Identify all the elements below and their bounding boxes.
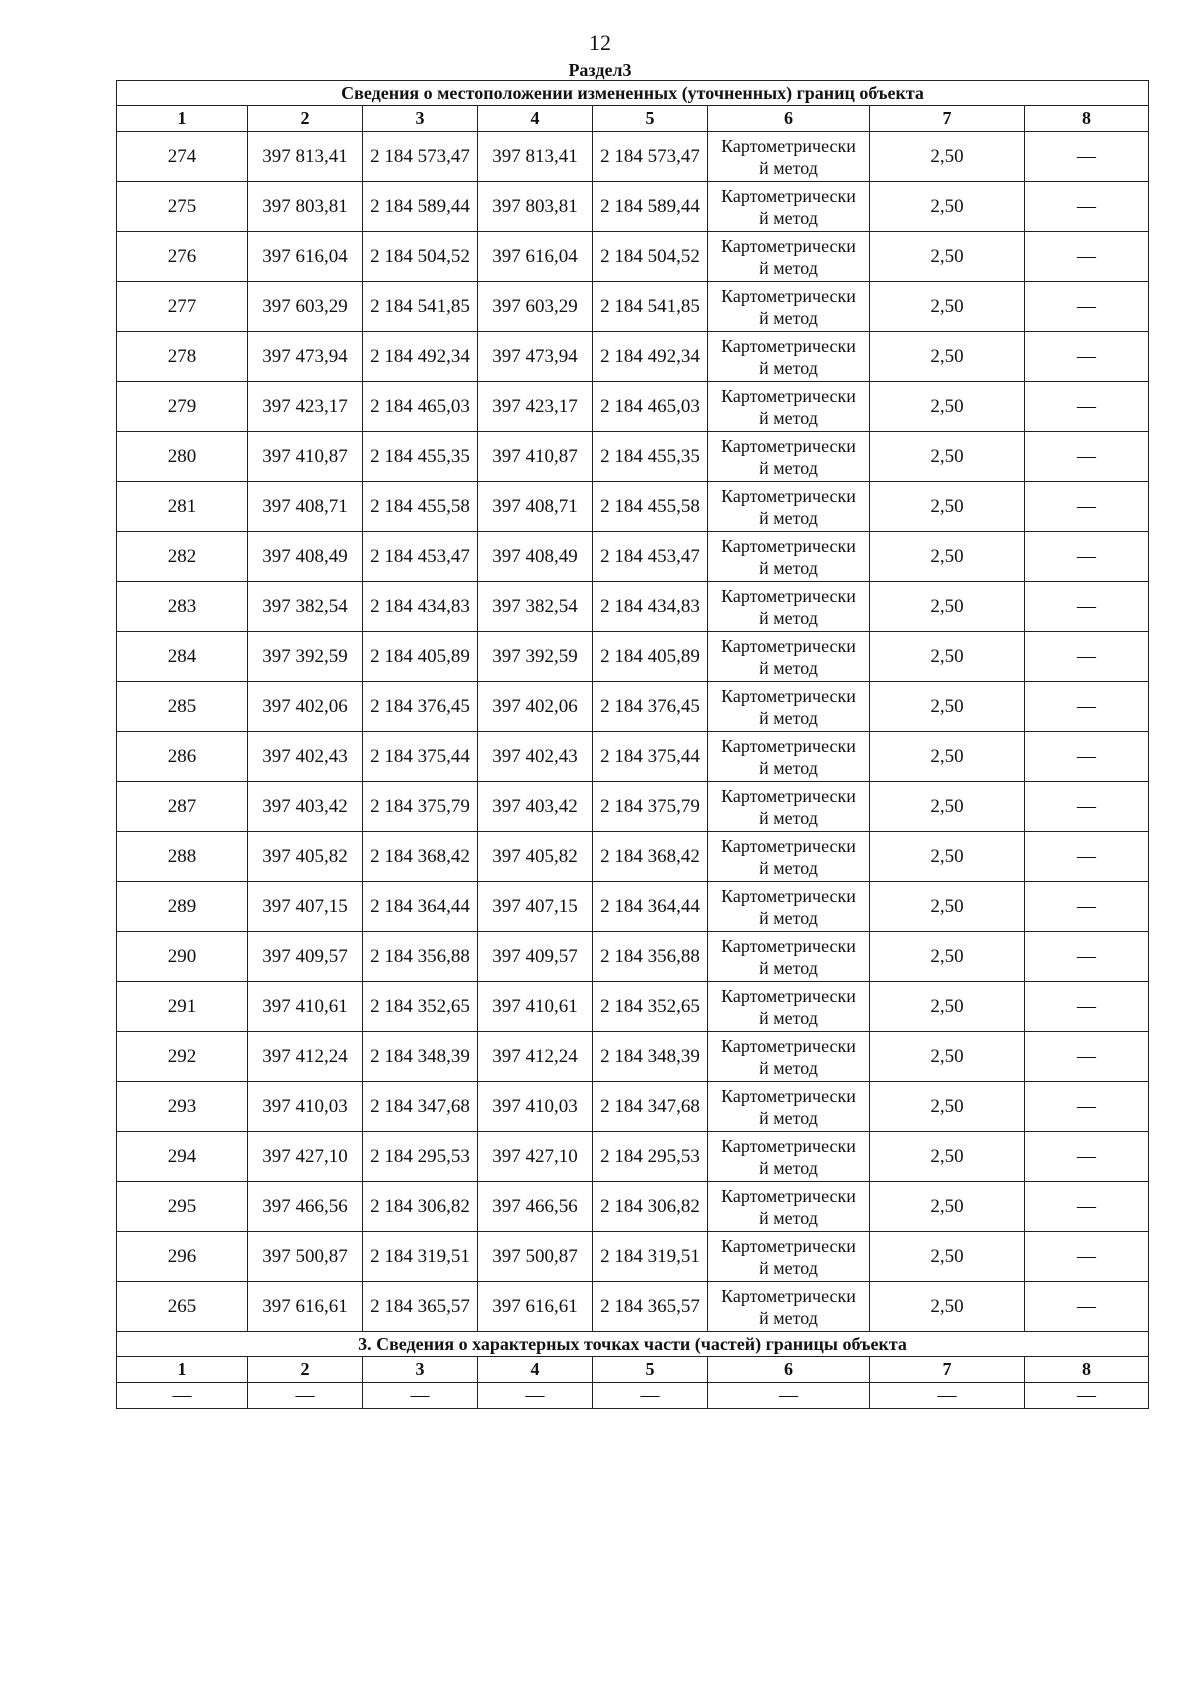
- x-old-cell: 397 813,41: [248, 132, 363, 182]
- point-number-cell: 285: [117, 682, 248, 732]
- method-line-1: Картометрически: [721, 485, 856, 506]
- method-line-2: й метод: [759, 907, 818, 928]
- note-cell: —: [1025, 382, 1149, 432]
- point-number-cell: 289: [117, 882, 248, 932]
- accuracy-cell: 2,50: [870, 232, 1025, 282]
- x-new-cell: 397 392,59: [478, 632, 593, 682]
- y-new-cell: 2 184 504,52: [593, 232, 708, 282]
- note-cell: —: [1025, 1282, 1149, 1332]
- x-new-cell: 397 408,49: [478, 532, 593, 582]
- accuracy-cell: 2,50: [870, 1282, 1025, 1332]
- x-new-cell: 397 402,43: [478, 732, 593, 782]
- accuracy-cell: 2,50: [870, 482, 1025, 532]
- method-line-1: Картометрически: [721, 685, 856, 706]
- y-new-cell: 2 184 356,88: [593, 932, 708, 982]
- accuracy-cell: 2,50: [870, 582, 1025, 632]
- method-cell: [708, 532, 870, 582]
- method-cell: [708, 1232, 870, 1282]
- x-old-cell: 397 403,42: [248, 782, 363, 832]
- x-new-cell: 397 616,61: [478, 1282, 593, 1332]
- x-old-cell: 397 409,57: [248, 932, 363, 982]
- method-line-2: й метод: [759, 257, 818, 278]
- method-cell: [708, 832, 870, 882]
- method-cell: [708, 1032, 870, 1082]
- y-new-cell: 2 184 453,47: [593, 532, 708, 582]
- method-line-1: Картометрически: [721, 335, 856, 356]
- accuracy-cell: 2,50: [870, 1032, 1025, 1082]
- method-line-2: й метод: [759, 807, 818, 828]
- table-row: [117, 482, 1149, 532]
- empty-cell: —: [478, 1383, 593, 1409]
- method-cell: [708, 882, 870, 932]
- method-line-1: Картометрически: [721, 985, 856, 1006]
- table-row: [117, 682, 1149, 732]
- table-row: [117, 132, 1149, 182]
- y-old-cell: 2 184 295,53: [363, 1132, 478, 1182]
- method-line-2: й метод: [759, 157, 818, 178]
- empty-cell: —: [708, 1383, 870, 1409]
- parts-caption-row: [117, 1332, 1149, 1357]
- method-cell: [708, 332, 870, 382]
- y-new-cell: 2 184 376,45: [593, 682, 708, 732]
- point-number-cell: 276: [117, 232, 248, 282]
- accuracy-cell: 2,50: [870, 382, 1025, 432]
- empty-cell: —: [870, 1383, 1025, 1409]
- y-new-cell: 2 184 295,53: [593, 1132, 708, 1182]
- y-new-cell: 2 184 434,83: [593, 582, 708, 632]
- x-old-cell: 397 466,56: [248, 1182, 363, 1232]
- y-old-cell: 2 184 375,79: [363, 782, 478, 832]
- method-line-1: Картометрически: [721, 185, 856, 206]
- accuracy-cell: 2,50: [870, 332, 1025, 382]
- table-row: [117, 782, 1149, 832]
- method-cell: [708, 1132, 870, 1182]
- method-line-2: й метод: [759, 957, 818, 978]
- table-row: [117, 732, 1149, 782]
- x-new-cell: 397 407,15: [478, 882, 593, 932]
- y-new-cell: 2 184 405,89: [593, 632, 708, 682]
- method-cell: [708, 682, 870, 732]
- point-number-cell: 291: [117, 982, 248, 1032]
- x-new-cell: 397 412,24: [478, 1032, 593, 1082]
- method-line-2: й метод: [759, 757, 818, 778]
- x-new-cell: 397 382,54: [478, 582, 593, 632]
- method-cell: [708, 982, 870, 1032]
- y-new-cell: 2 184 347,68: [593, 1082, 708, 1132]
- y-old-cell: 2 184 368,42: [363, 832, 478, 882]
- point-number-cell: 279: [117, 382, 248, 432]
- y-old-cell: 2 184 504,52: [363, 232, 478, 282]
- empty-cell: —: [117, 1383, 248, 1409]
- method-line-2: й метод: [759, 1307, 818, 1328]
- point-number-cell: 274: [117, 132, 248, 182]
- x-new-cell: 397 409,57: [478, 932, 593, 982]
- point-number-cell: 275: [117, 182, 248, 232]
- table-row: [117, 982, 1149, 1032]
- method-cell: [708, 1082, 870, 1132]
- y-old-cell: 2 184 375,44: [363, 732, 478, 782]
- x-new-cell: 397 423,17: [478, 382, 593, 432]
- x-new-cell: 397 403,42: [478, 782, 593, 832]
- point-number-cell: 288: [117, 832, 248, 882]
- x-old-cell: 397 408,49: [248, 532, 363, 582]
- table-row: [117, 1032, 1149, 1082]
- method-line-1: Картометрически: [721, 535, 856, 556]
- accuracy-cell: 2,50: [870, 832, 1025, 882]
- table-row: [117, 882, 1149, 932]
- column-number: 7: [870, 1357, 1025, 1383]
- method-cell: [708, 432, 870, 482]
- empty-cell: —: [593, 1383, 708, 1409]
- method-line-1: Картометрически: [721, 785, 856, 806]
- note-cell: —: [1025, 232, 1149, 282]
- point-number-cell: 286: [117, 732, 248, 782]
- note-cell: —: [1025, 182, 1149, 232]
- y-old-cell: 2 184 573,47: [363, 132, 478, 182]
- x-old-cell: 397 410,03: [248, 1082, 363, 1132]
- column-number: 1: [117, 1357, 248, 1383]
- method-line-1: Картометрически: [721, 435, 856, 456]
- table-row: [117, 532, 1149, 582]
- accuracy-cell: 2,50: [870, 932, 1025, 982]
- page-number: 12: [589, 30, 611, 55]
- x-old-cell: 397 407,15: [248, 882, 363, 932]
- x-old-cell: 397 410,87: [248, 432, 363, 482]
- table-caption: Сведения о местоположении измененных (уточненных) границ объекта: [117, 81, 1149, 106]
- method-line-1: Картометрически: [721, 585, 856, 606]
- table-row: [117, 1182, 1149, 1232]
- method-line-1: Картометрически: [721, 1035, 856, 1056]
- y-old-cell: 2 184 364,44: [363, 882, 478, 932]
- point-number-cell: 284: [117, 632, 248, 682]
- note-cell: —: [1025, 532, 1149, 582]
- x-new-cell: 397 405,82: [478, 832, 593, 882]
- note-cell: —: [1025, 632, 1149, 682]
- note-cell: —: [1025, 832, 1149, 882]
- table-row: [117, 632, 1149, 682]
- method-cell: [708, 782, 870, 832]
- accuracy-cell: 2,50: [870, 532, 1025, 582]
- column-number: 8: [1025, 1357, 1149, 1383]
- accuracy-cell: 2,50: [870, 732, 1025, 782]
- x-old-cell: 397 392,59: [248, 632, 363, 682]
- table-row: [117, 382, 1149, 432]
- note-cell: —: [1025, 582, 1149, 632]
- note-cell: —: [1025, 1232, 1149, 1282]
- y-new-cell: 2 184 375,44: [593, 732, 708, 782]
- x-old-cell: 397 473,94: [248, 332, 363, 382]
- x-new-cell: 397 402,06: [478, 682, 593, 732]
- table-row: [117, 932, 1149, 982]
- table-row: [117, 332, 1149, 382]
- note-cell: —: [1025, 982, 1149, 1032]
- note-cell: —: [1025, 932, 1149, 982]
- accuracy-cell: 2,50: [870, 282, 1025, 332]
- column-number: 1: [117, 106, 248, 132]
- table-row: [117, 1132, 1149, 1182]
- method-line-2: й метод: [759, 657, 818, 678]
- method-line-2: й метод: [759, 857, 818, 878]
- table-row: [117, 832, 1149, 882]
- column-number: 4: [478, 106, 593, 132]
- y-old-cell: 2 184 589,44: [363, 182, 478, 232]
- y-new-cell: 2 184 375,79: [593, 782, 708, 832]
- column-number: 2: [248, 1357, 363, 1383]
- x-old-cell: 397 803,81: [248, 182, 363, 232]
- method-line-1: Картометрически: [721, 1235, 856, 1256]
- method-line-1: Картометрически: [721, 235, 856, 256]
- x-new-cell: 397 473,94: [478, 332, 593, 382]
- method-line-2: й метод: [759, 407, 818, 428]
- y-new-cell: 2 184 352,65: [593, 982, 708, 1032]
- y-new-cell: 2 184 589,44: [593, 182, 708, 232]
- x-old-cell: 397 382,54: [248, 582, 363, 632]
- y-old-cell: 2 184 405,89: [363, 632, 478, 682]
- y-new-cell: 2 184 541,85: [593, 282, 708, 332]
- accuracy-cell: 2,50: [870, 1232, 1025, 1282]
- y-old-cell: 2 184 541,85: [363, 282, 478, 332]
- method-cell: [708, 182, 870, 232]
- method-line-2: й метод: [759, 507, 818, 528]
- table-row: [117, 582, 1149, 632]
- x-new-cell: 397 803,81: [478, 182, 593, 232]
- y-new-cell: 2 184 368,42: [593, 832, 708, 882]
- method-line-1: Картометрически: [721, 885, 856, 906]
- table-caption-row: [117, 81, 1149, 106]
- accuracy-cell: 2,50: [870, 982, 1025, 1032]
- accuracy-cell: 2,50: [870, 182, 1025, 232]
- parts-column-number-row: [117, 1357, 1149, 1383]
- table-row: [117, 1282, 1149, 1332]
- method-line-2: й метод: [759, 357, 818, 378]
- y-new-cell: 2 184 455,35: [593, 432, 708, 482]
- accuracy-cell: 2,50: [870, 682, 1025, 732]
- x-old-cell: 397 423,17: [248, 382, 363, 432]
- accuracy-cell: 2,50: [870, 132, 1025, 182]
- section-title: Раздел3: [568, 60, 632, 80]
- point-number-cell: 283: [117, 582, 248, 632]
- point-number-cell: 265: [117, 1282, 248, 1332]
- x-old-cell: 397 616,04: [248, 232, 363, 282]
- column-number: 6: [708, 106, 870, 132]
- column-number-row: [117, 106, 1149, 132]
- x-old-cell: 397 616,61: [248, 1282, 363, 1332]
- method-line-2: й метод: [759, 1257, 818, 1278]
- x-new-cell: 397 813,41: [478, 132, 593, 182]
- y-new-cell: 2 184 319,51: [593, 1232, 708, 1282]
- point-number-cell: 277: [117, 282, 248, 332]
- column-number: 7: [870, 106, 1025, 132]
- y-old-cell: 2 184 347,68: [363, 1082, 478, 1132]
- x-old-cell: 397 427,10: [248, 1132, 363, 1182]
- x-new-cell: 397 466,56: [478, 1182, 593, 1232]
- method-line-1: Картометрически: [721, 635, 856, 656]
- method-line-1: Картометрически: [721, 935, 856, 956]
- empty-cell: —: [248, 1383, 363, 1409]
- method-cell: [708, 1282, 870, 1332]
- y-new-cell: 2 184 365,57: [593, 1282, 708, 1332]
- note-cell: —: [1025, 1032, 1149, 1082]
- method-line-2: й метод: [759, 707, 818, 728]
- column-number: 3: [363, 106, 478, 132]
- method-line-1: Картометрически: [721, 735, 856, 756]
- table-row: [117, 232, 1149, 282]
- method-line-2: й метод: [759, 1057, 818, 1078]
- boundary-points-table: [116, 80, 1149, 1409]
- accuracy-cell: 2,50: [870, 432, 1025, 482]
- method-line-1: Картометрически: [721, 1135, 856, 1156]
- point-number-cell: 278: [117, 332, 248, 382]
- y-old-cell: 2 184 306,82: [363, 1182, 478, 1232]
- y-old-cell: 2 184 455,35: [363, 432, 478, 482]
- y-new-cell: 2 184 455,58: [593, 482, 708, 532]
- method-cell: [708, 282, 870, 332]
- column-number: 6: [708, 1357, 870, 1383]
- accuracy-cell: 2,50: [870, 782, 1025, 832]
- accuracy-cell: 2,50: [870, 1082, 1025, 1132]
- x-new-cell: 397 408,71: [478, 482, 593, 532]
- point-number-cell: 294: [117, 1132, 248, 1182]
- note-cell: —: [1025, 882, 1149, 932]
- method-line-2: й метод: [759, 1157, 818, 1178]
- x-new-cell: 397 410,61: [478, 982, 593, 1032]
- y-new-cell: 2 184 492,34: [593, 332, 708, 382]
- note-cell: —: [1025, 1182, 1149, 1232]
- note-cell: —: [1025, 782, 1149, 832]
- point-number-cell: 281: [117, 482, 248, 532]
- method-line-2: й метод: [759, 607, 818, 628]
- accuracy-cell: 2,50: [870, 882, 1025, 932]
- table-row: [117, 182, 1149, 232]
- method-line-2: й метод: [759, 557, 818, 578]
- x-new-cell: 397 410,03: [478, 1082, 593, 1132]
- method-cell: [708, 232, 870, 282]
- method-cell: [708, 1182, 870, 1232]
- accuracy-cell: 2,50: [870, 1132, 1025, 1182]
- point-number-cell: 290: [117, 932, 248, 982]
- method-cell: [708, 632, 870, 682]
- x-old-cell: 397 500,87: [248, 1232, 363, 1282]
- method-line-2: й метод: [759, 1207, 818, 1228]
- method-line-1: Картометрически: [721, 835, 856, 856]
- column-number: 5: [593, 106, 708, 132]
- note-cell: —: [1025, 132, 1149, 182]
- y-new-cell: 2 184 306,82: [593, 1182, 708, 1232]
- column-number: 3: [363, 1357, 478, 1383]
- method-cell: [708, 382, 870, 432]
- x-old-cell: 397 408,71: [248, 482, 363, 532]
- note-cell: —: [1025, 482, 1149, 532]
- method-line-1: Картометрически: [721, 1285, 856, 1306]
- method-cell: [708, 482, 870, 532]
- x-old-cell: 397 402,43: [248, 732, 363, 782]
- method-cell: [708, 932, 870, 982]
- x-new-cell: 397 427,10: [478, 1132, 593, 1182]
- note-cell: —: [1025, 682, 1149, 732]
- y-old-cell: 2 184 434,83: [363, 582, 478, 632]
- y-old-cell: 2 184 365,57: [363, 1282, 478, 1332]
- table-row: [117, 1232, 1149, 1282]
- note-cell: —: [1025, 282, 1149, 332]
- column-number: 5: [593, 1357, 708, 1383]
- point-number-cell: 296: [117, 1232, 248, 1282]
- x-new-cell: 397 603,29: [478, 282, 593, 332]
- note-cell: —: [1025, 432, 1149, 482]
- y-old-cell: 2 184 492,34: [363, 332, 478, 382]
- point-number-cell: 293: [117, 1082, 248, 1132]
- method-cell: [708, 582, 870, 632]
- method-line-2: й метод: [759, 457, 818, 478]
- method-line-2: й метод: [759, 1107, 818, 1128]
- column-number: 4: [478, 1357, 593, 1383]
- x-new-cell: 397 616,04: [478, 232, 593, 282]
- accuracy-cell: 2,50: [870, 1182, 1025, 1232]
- table-row: [117, 1082, 1149, 1132]
- method-line-1: Картометрически: [721, 285, 856, 306]
- empty-cell: —: [1025, 1383, 1149, 1409]
- note-cell: —: [1025, 332, 1149, 382]
- point-number-cell: 280: [117, 432, 248, 482]
- y-old-cell: 2 184 453,47: [363, 532, 478, 582]
- method-cell: [708, 132, 870, 182]
- note-cell: —: [1025, 1132, 1149, 1182]
- accuracy-cell: 2,50: [870, 632, 1025, 682]
- y-old-cell: 2 184 465,03: [363, 382, 478, 432]
- x-new-cell: 397 410,87: [478, 432, 593, 482]
- point-number-cell: 282: [117, 532, 248, 582]
- column-number: 8: [1025, 106, 1149, 132]
- y-old-cell: 2 184 376,45: [363, 682, 478, 732]
- method-line-1: Картометрически: [721, 385, 856, 406]
- y-new-cell: 2 184 364,44: [593, 882, 708, 932]
- column-number: 2: [248, 106, 363, 132]
- method-cell: [708, 732, 870, 782]
- method-line-1: Картометрически: [721, 1085, 856, 1106]
- y-old-cell: 2 184 455,58: [363, 482, 478, 532]
- parts-caption: 3. Сведения о характерных точках части (частей) границы объекта: [117, 1332, 1149, 1357]
- y-new-cell: 2 184 465,03: [593, 382, 708, 432]
- x-old-cell: 397 405,82: [248, 832, 363, 882]
- point-number-cell: 292: [117, 1032, 248, 1082]
- point-number-cell: 295: [117, 1182, 248, 1232]
- parts-empty-row: [117, 1383, 1149, 1409]
- x-old-cell: 397 402,06: [248, 682, 363, 732]
- table-row: [117, 432, 1149, 482]
- note-cell: —: [1025, 732, 1149, 782]
- x-old-cell: 397 412,24: [248, 1032, 363, 1082]
- method-line-2: й метод: [759, 207, 818, 228]
- y-old-cell: 2 184 352,65: [363, 982, 478, 1032]
- x-new-cell: 397 500,87: [478, 1232, 593, 1282]
- point-number-cell: 287: [117, 782, 248, 832]
- y-old-cell: 2 184 348,39: [363, 1032, 478, 1082]
- method-line-2: й метод: [759, 307, 818, 328]
- y-old-cell: 2 184 356,88: [363, 932, 478, 982]
- method-line-1: Картометрически: [721, 1185, 856, 1206]
- y-new-cell: 2 184 348,39: [593, 1032, 708, 1082]
- empty-cell: —: [363, 1383, 478, 1409]
- y-old-cell: 2 184 319,51: [363, 1232, 478, 1282]
- method-line-2: й метод: [759, 1007, 818, 1028]
- note-cell: —: [1025, 1082, 1149, 1132]
- method-line-1: Картометрически: [721, 135, 856, 156]
- x-old-cell: 397 603,29: [248, 282, 363, 332]
- x-old-cell: 397 410,61: [248, 982, 363, 1032]
- table-row: [117, 282, 1149, 332]
- y-new-cell: 2 184 573,47: [593, 132, 708, 182]
